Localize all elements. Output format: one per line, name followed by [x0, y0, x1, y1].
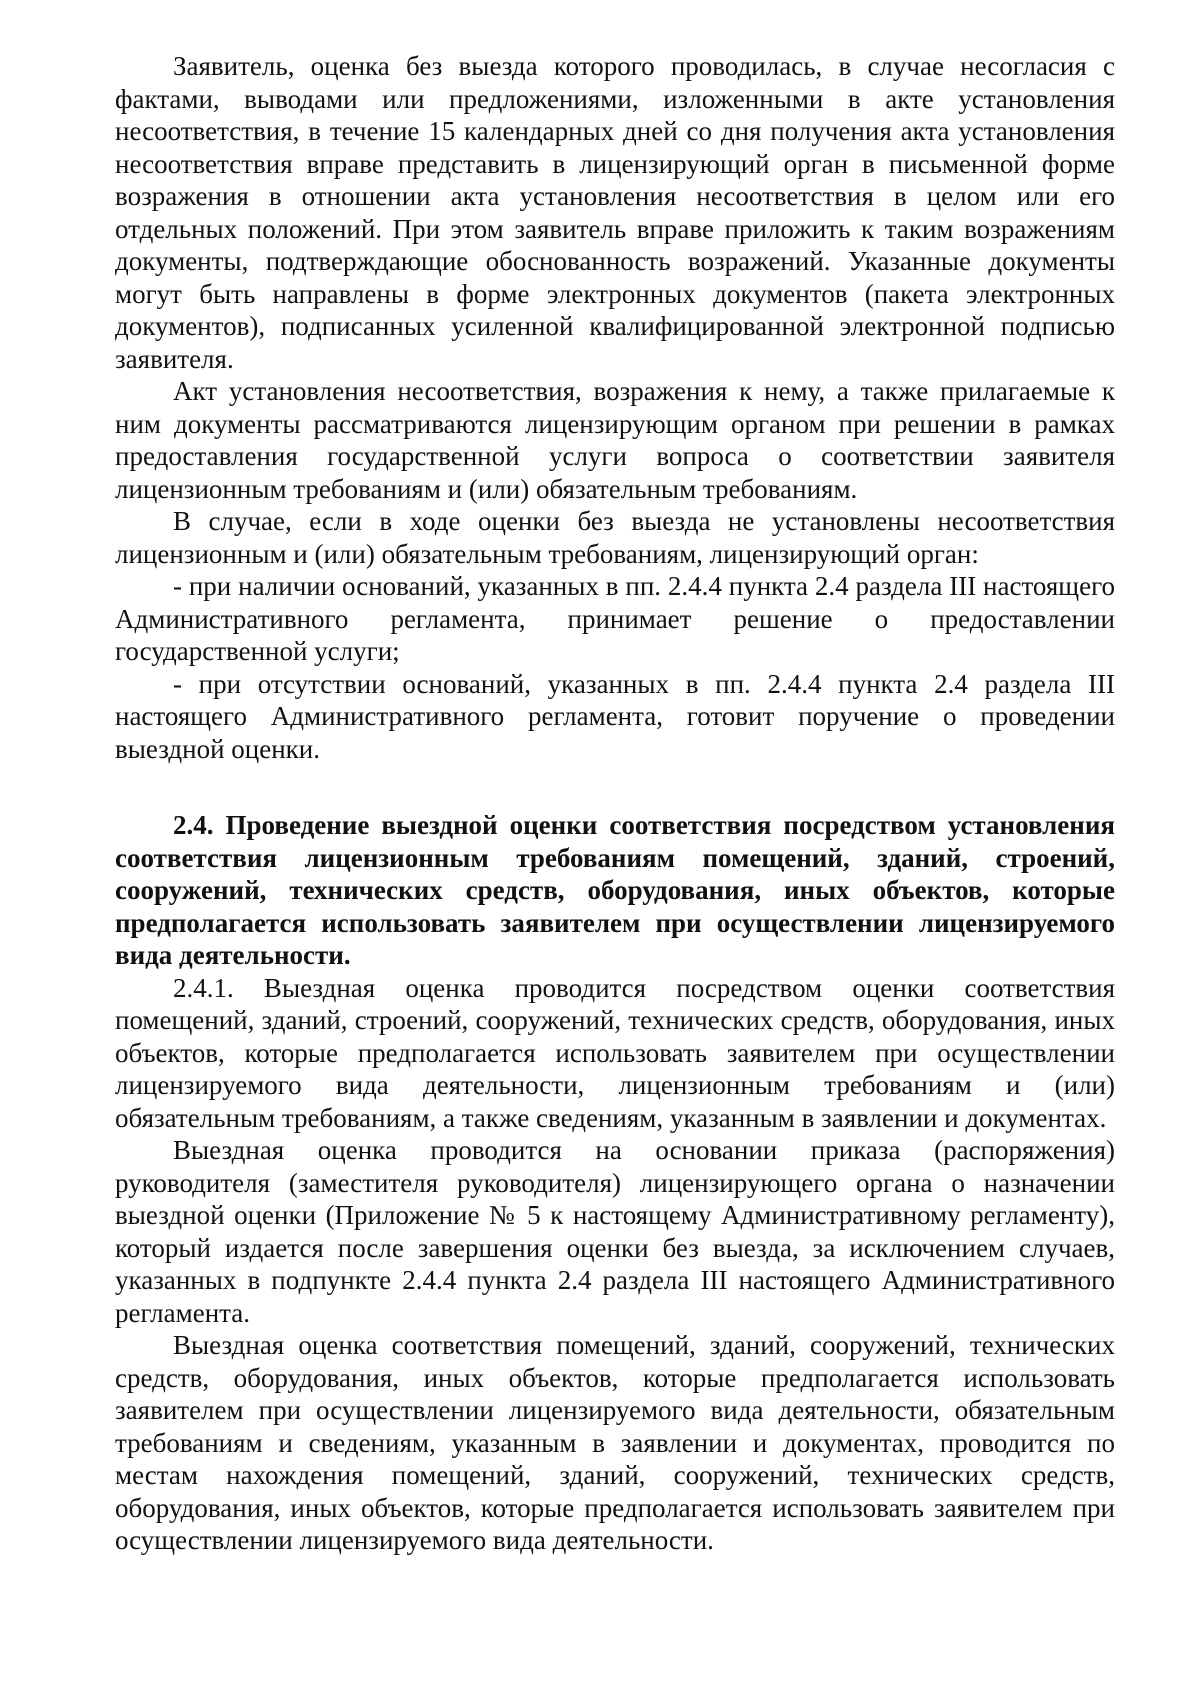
- paragraph-order-basis: Выездная оценка проводится на основании приказа (распоряжения) руководителя (заместителя руководителя) лицензирующего органа о назначении выездной оценки (Приложение № 5 к настоящему Административному регламенту), который издается после завершения оценки без выезда, за исключением случаев, указанных в подпункте 2.4.4 пункта 2.4 раздела III настоящего Административного регламента.: [115, 1135, 1115, 1328]
- list-item-grant-decision: - при наличии оснований, указанных в пп. 2.4.4 пункта 2.4 раздела III настоящего Административного регламента, принимает решение о предоставлении государственной услуги;: [115, 571, 1115, 666]
- paragraph-act-review: Акт установления несоответствия, возражения к нему, а также прилагаемые к ним документы рассматриваются лицензирующим органом при решении в рамках предоставления государственной услуги вопроса о соответствии заявителя лицензионным требованиям и (или) обязательным требованиям.: [115, 376, 1115, 504]
- section-heading-2-4: 2.4. Проведение выездной оценки соответствия посредством установления соответствия лицензионным требованиям помещений, зданий, строений, сооружений, технических средств, оборудования, иных объектов, которые предполагается использовать заявителем при осуществлении лицензируемого вида деятельности.: [115, 810, 1115, 970]
- paragraph-objections: Заявитель, оценка без выезда которого проводилась, в случае несогласия с фактами, выводами или предложениями, изложенными в акте установления несоответствия, в течение 15 календарных дней со дня получения акта установления несоответствия вправе представить в лицензирующий орган в письменной форме возражения в отношении акта установления несоответствия в целом или его отдельных положений. При этом заявитель вправе приложить к таким возражениям документы, подтверждающие обоснованность возражений. Указанные документы могут быть направлены в форме электронных документов (пакета электронных документов), подписанных усиленной квалифицированной электронной подписью заявителя.: [115, 51, 1115, 374]
- paragraph-no-nonconformity: В случае, если в ходе оценки без выезда не установлены несоответствия лицензионным и (или) обязательным требованиям, лицензирующий орган:: [115, 506, 1115, 569]
- paragraph-onsite-location: Выездная оценка соответствия помещений, зданий, сооружений, технических средств, оборудования, иных объектов, которые предполагается использовать заявителем при осуществлении лицензируемого вида деятельности, обязательным требованиям и сведениям, указанным в заявлении и документах, проводится по местам нахождения помещений, зданий, сооружений, технических средств, оборудования, иных объектов, которые предполагается использовать заявителем при осуществлении лицензируемого вида деятельности.: [115, 1330, 1115, 1555]
- paragraph-2-4-1: 2.4.1. Выездная оценка проводится посредством оценки соответствия помещений, зданий, строений, сооружений, технических средств, оборудования, иных объектов, которые предполагается использовать заявителем при осуществлении лицензируемого вида деятельности, лицензионным требованиям и (или) обязательным требованиям, а также сведениям, указанным в заявлении и документах.: [115, 972, 1115, 1133]
- document-page: [115, 50, 1115, 1557]
- list-item-onsite-order: - при отсутствии оснований, указанных в пп. 2.4.4 пункта 2.4 раздела III настоящего Административного регламента, готовит поручение о проведении выездной оценки.: [115, 668, 1115, 764]
